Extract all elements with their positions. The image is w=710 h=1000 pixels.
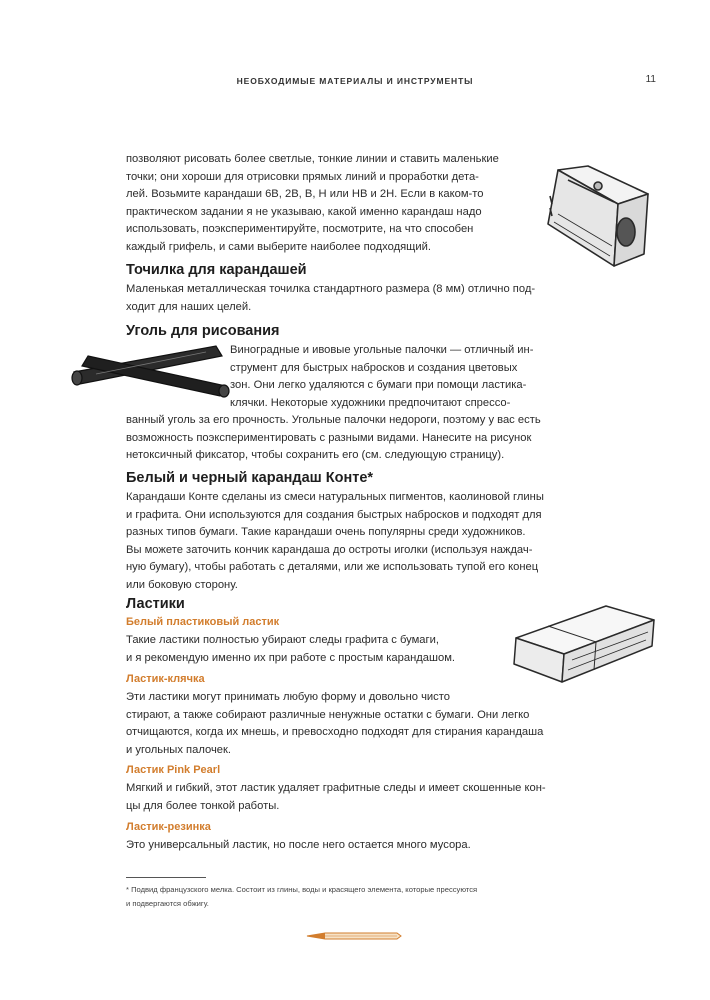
text-line: Карандаши Конте сделаны из смеси натуральных пигментов, каолиновой глины — [126, 491, 544, 503]
text-line: стирают, а также собирают различные ненужные остатки с бумаги. Они легко — [126, 708, 530, 721]
text-line: или боковую сторону. — [126, 578, 238, 591]
text-line: лей. Возьмите карандаши 6В, 2В, В, Н или НВ и 2Н. Если в каком-то — [126, 188, 484, 201]
running-head: НЕОБХОДИМЫЕ МАТЕРИАЛЫ И ИНСТРУМЕНТЫ — [236, 76, 474, 86]
text-line: ванный уголь за его прочность. Угольные палочки недороги, поэтому у вас есть — [126, 414, 541, 426]
text-line: разных типов бумаги. Такие карандаши очень популярны среди художников. — [126, 526, 526, 539]
section-heading-erasers: Ластики — [126, 596, 185, 612]
section-heading-sharpener: Точилка для карандашей — [126, 262, 307, 278]
charcoal-paragraph-full — [126, 412, 596, 465]
charcoal-paragraph-wrapped — [230, 342, 590, 412]
text-line: каждый грифель, и сами выберите наиболее подходящий. — [126, 240, 431, 253]
text-line: Эти ластики могут принимать любую форму и довольно чисто — [126, 691, 450, 703]
text-line: струмент для быстрых набросков и создания цветовых — [230, 361, 518, 374]
text-line: Маленькая металлическая точилка стандартного размера (8 мм) отлично под- — [126, 283, 536, 295]
section-heading-charcoal: Уголь для рисования — [126, 323, 280, 339]
text-line: * Подвид французского мелка. Состоит из глины, воды и красящего элемента, которые прессуются — [126, 885, 478, 894]
text-line: зон. Они легко удаляются с бумаги при помощи ластика- — [230, 379, 527, 392]
conte-paragraph — [126, 489, 596, 595]
text-line: Мягкий и гибкий, этот ластик удаляет графитные следы и имеет скошенные кон- — [126, 782, 546, 794]
text-line: позволяют рисовать более светлые, тонкие линии и ставить маленькие — [126, 153, 499, 165]
text-line: нетоксичный фиксатор, чтобы сохранить его (см. следующую страницу). — [126, 449, 505, 462]
page-number: 11 — [645, 74, 656, 85]
footnote-divider — [126, 877, 206, 878]
intro-paragraph — [126, 151, 526, 257]
text-line: и графита. Они используются для создания быстрых набросков и подходят для — [126, 508, 542, 521]
charcoal-sticks-drawing — [66, 340, 236, 400]
eraser-text-band — [126, 837, 596, 855]
text-line: ходит для наших целей. — [126, 300, 252, 313]
section-heading-conte: Белый и черный карандаш Конте* — [126, 470, 374, 486]
text-line: возможность поэкспериментировать с разными видами. Нанесите на рисунок — [126, 431, 532, 444]
eraser-title-plastic: Белый пластиковый ластик — [126, 616, 280, 628]
sharpener-paragraph — [126, 281, 596, 316]
eraser-text-plastic — [126, 632, 506, 667]
pencil-sharpener-drawing — [518, 160, 658, 275]
text-line: Такие ластики полностью убирают следы графита с бумаги, — [126, 634, 439, 646]
text-line: точки; они хороши для отрисовки прямых линий и проработки дета- — [126, 170, 479, 183]
white-eraser-drawing — [508, 600, 660, 686]
eraser-title-band: Ластик-резинка — [126, 821, 211, 833]
eraser-title-kneaded: Ластик-клячка — [126, 673, 205, 685]
text-line: Это универсальный ластик, но после него остается много мусора. — [126, 839, 471, 851]
text-line: клячки. Некоторые художники предпочитают спрессо- — [230, 396, 511, 409]
footnote — [126, 883, 566, 911]
text-line: и угольных палочек. — [126, 743, 232, 756]
eraser-title-pink-pearl: Ластик Pink Pearl — [126, 764, 221, 776]
text-line: цы для более тонкой работы. — [126, 799, 280, 812]
text-line: отчищаются, когда их мнешь, и превосходно подходят для стирания карандаша — [126, 726, 544, 739]
text-line: и подвергаются обжигу. — [126, 899, 209, 908]
text-line: ную бумагу), чтобы работать с деталями, или же использовать тупой его конец — [126, 561, 539, 574]
eraser-text-kneaded — [126, 689, 596, 759]
text-line: использовать, поэкспериментируйте, посмотрите, на что способен — [126, 223, 474, 236]
text-line: и я рекомендую именно их при работе с простым карандашом. — [126, 651, 456, 664]
pencil-ornament — [305, 926, 405, 946]
text-line: практическом задании я не указываю, какой именно карандаш надо — [126, 205, 482, 218]
text-line: Виноградные и ивовые угольные палочки — отличный ин- — [230, 344, 534, 356]
eraser-text-pink-pearl — [126, 780, 596, 815]
text-line: Вы можете заточить кончик карандаша до остроты иголки (используя наждач- — [126, 543, 533, 556]
